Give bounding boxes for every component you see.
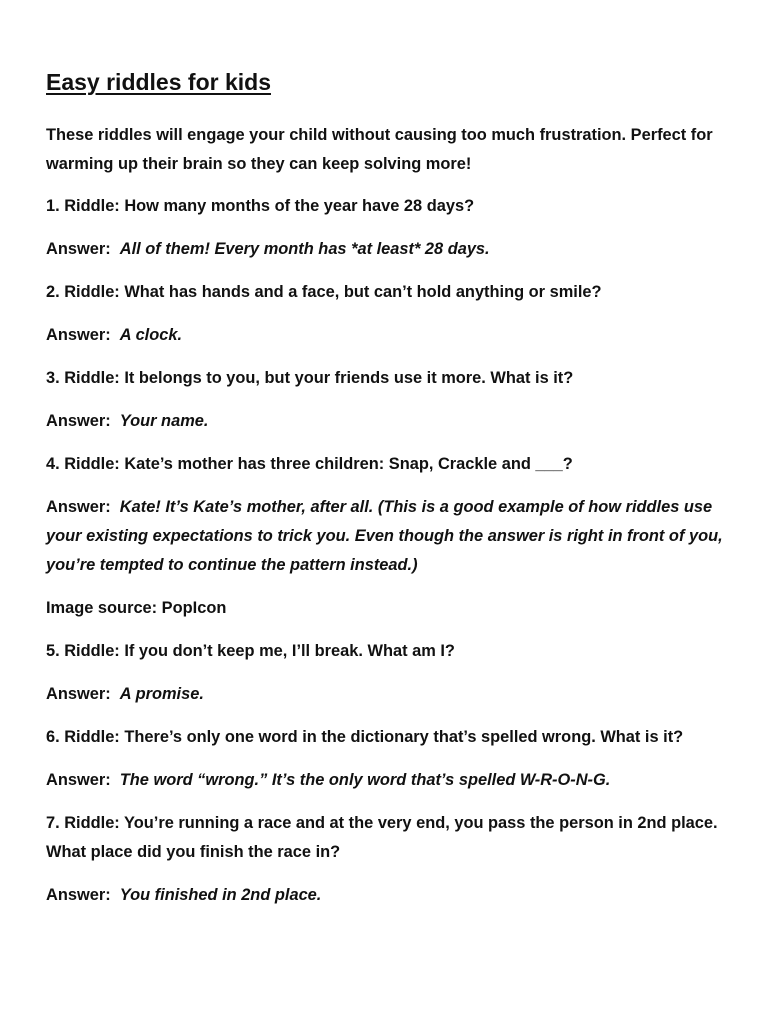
riddle-question: 1. Riddle: How many months of the year have 28 days? (46, 197, 475, 215)
answer-label: Answer: (46, 240, 111, 258)
riddle-answer (46, 321, 728, 350)
answer-text: A clock. (119, 326, 183, 344)
answer-label: Answer: (46, 685, 111, 703)
riddle-answer (46, 407, 728, 436)
image-source-credit: Image source: PopIcon (46, 599, 227, 617)
riddle-question: 3. Riddle: It belongs to you, but your friends use it more. What is it? (46, 369, 574, 387)
riddle-question: 2. Riddle: What has hands and a face, but can’t hold anything or smile? (46, 283, 602, 301)
riddle-question: 5. Riddle: If you don’t keep me, I’ll break. What am I? (46, 642, 455, 660)
answer-label: Answer: (46, 412, 111, 430)
riddle-answer (46, 766, 728, 795)
answer-text: The word “wrong.” It’s the only word that’s spelled W-R-O-N-G. (119, 771, 611, 789)
riddle-answer (46, 235, 728, 264)
answer-text: All of them! Every month has *at least* 28 days. (119, 240, 490, 258)
page-title: Easy riddles for kids (46, 69, 271, 95)
answer-label: Answer: (46, 886, 111, 904)
riddle-answer (46, 493, 728, 580)
riddle-question: 7. Riddle: You’re running a race and at the very end, you pass the person in 2nd place. What place did you finish the race in? (46, 814, 718, 861)
answer-text: Kate! It’s Kate’s mother, after all. (This is a good example of how riddles use your existing expectations to trick you. Even though the answer is right in front of you, you’re tempted to continue the pattern instead.) (46, 498, 723, 574)
answer-label: Answer: (46, 498, 111, 516)
intro-paragraph: These riddles will engage your child without causing too much frustration. Perfect for warming up their brain so they can keep solving more! (46, 126, 713, 173)
answer-label: Answer: (46, 771, 111, 789)
riddle-question: 6. Riddle: There’s only one word in the dictionary that’s spelled wrong. What is it? (46, 728, 684, 746)
answer-text: You finished in 2nd place. (119, 886, 322, 904)
answer-label: Answer: (46, 326, 111, 344)
answer-text: Your name. (119, 412, 209, 430)
answer-text: A promise. (119, 685, 204, 703)
riddle-answer (46, 881, 728, 910)
riddle-answer (46, 680, 728, 709)
riddle-question: 4. Riddle: Kate’s mother has three children: Snap, Crackle and ___? (46, 455, 573, 473)
